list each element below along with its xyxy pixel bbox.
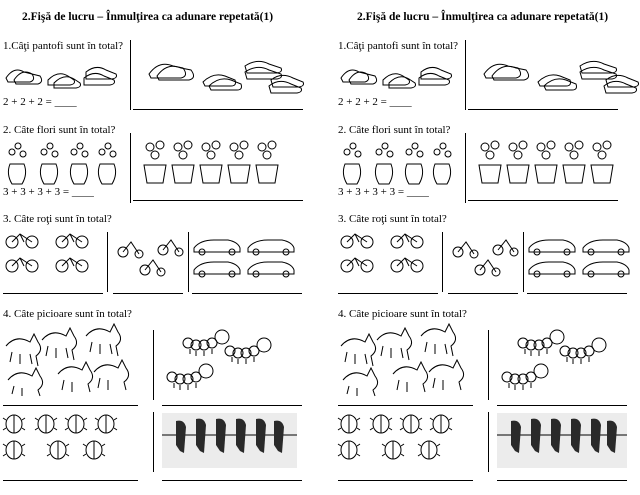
flower-vases-small-image	[339, 140, 459, 185]
answer-line	[338, 480, 473, 481]
question-shoes: 1.Câţi pantofi sunt în total?	[338, 40, 459, 52]
answer-line	[3, 480, 138, 481]
divider-vertical	[130, 40, 131, 110]
equation-flowers: 3 + 3 + 3 + 3 = ____	[3, 186, 94, 198]
tricycles-image	[450, 238, 525, 278]
equation-shoes: 2 + 2 + 2 = ____	[3, 96, 77, 108]
answer-line	[497, 405, 627, 406]
divider-vertical	[488, 330, 489, 400]
ladybugs-image	[2, 410, 122, 462]
answer-line	[133, 200, 303, 201]
divider-vertical	[465, 133, 466, 203]
question-legs: 4. Câte picioare sunt în total?	[338, 308, 467, 320]
answer-line	[468, 200, 618, 201]
worksheet-right	[335, 0, 640, 495]
divider-vertical	[465, 40, 466, 110]
divider-vertical	[153, 412, 154, 472]
divider-vertical	[442, 232, 443, 292]
question-wheels: 3. Câte roţi sunt în total?	[3, 213, 112, 225]
flower-pots-image	[477, 137, 617, 187]
divider-vertical	[488, 412, 489, 472]
divider-vertical	[107, 232, 108, 292]
shoes-large-image	[147, 52, 307, 92]
question-flowers: 2. Câte flori sunt în total?	[338, 124, 451, 136]
cats-image	[337, 322, 472, 400]
answer-line	[162, 405, 302, 406]
flower-pots-image	[142, 137, 282, 187]
shoes-small-image	[4, 58, 124, 88]
equation-shoes: 2 + 2 + 2 = ____	[338, 96, 412, 108]
answer-line	[3, 405, 138, 406]
cars-image	[192, 236, 297, 282]
flower-vases-small-image	[4, 140, 124, 185]
caterpillars-image	[162, 323, 297, 393]
cars-image	[527, 236, 632, 282]
divider-vertical	[523, 232, 524, 292]
answer-line	[468, 109, 618, 110]
worksheet-title: 2.Fişă de lucru – Înmulţirea ca adunare repetată(1)	[357, 11, 609, 23]
answer-line	[497, 480, 627, 481]
shoes-small-image	[339, 58, 459, 88]
question-flowers: 2. Câte flori sunt în total?	[3, 124, 116, 136]
cats-image	[2, 322, 137, 400]
answer-line	[113, 293, 183, 294]
divider-vertical	[188, 232, 189, 292]
divider-vertical	[153, 330, 154, 400]
birds-on-wire-image	[497, 413, 627, 468]
answer-line	[192, 293, 302, 294]
answer-line	[338, 405, 473, 406]
equation-flowers: 3 + 3 + 3 + 3 = ____	[338, 186, 429, 198]
question-legs: 4. Câte picioare sunt în total?	[3, 308, 132, 320]
worksheet-title: 2.Fişă de lucru – Înmulţirea ca adunare repetată(1)	[22, 11, 274, 23]
shoes-large-image	[482, 52, 640, 92]
answer-line	[338, 293, 438, 294]
answer-line	[162, 480, 302, 481]
answer-line	[3, 293, 103, 294]
question-wheels: 3. Câte roţi sunt în total?	[338, 213, 447, 225]
caterpillars-image	[497, 323, 632, 393]
ladybugs-image	[337, 410, 457, 462]
answer-line	[527, 293, 627, 294]
answer-line	[133, 109, 303, 110]
tricycles-image	[115, 238, 190, 278]
bicycles-image	[339, 230, 439, 278]
divider-vertical	[130, 133, 131, 203]
question-shoes: 1.Câţi pantofi sunt în total?	[3, 40, 124, 52]
answer-line	[448, 293, 518, 294]
birds-on-wire-image	[162, 413, 297, 468]
bicycles-image	[4, 230, 104, 278]
